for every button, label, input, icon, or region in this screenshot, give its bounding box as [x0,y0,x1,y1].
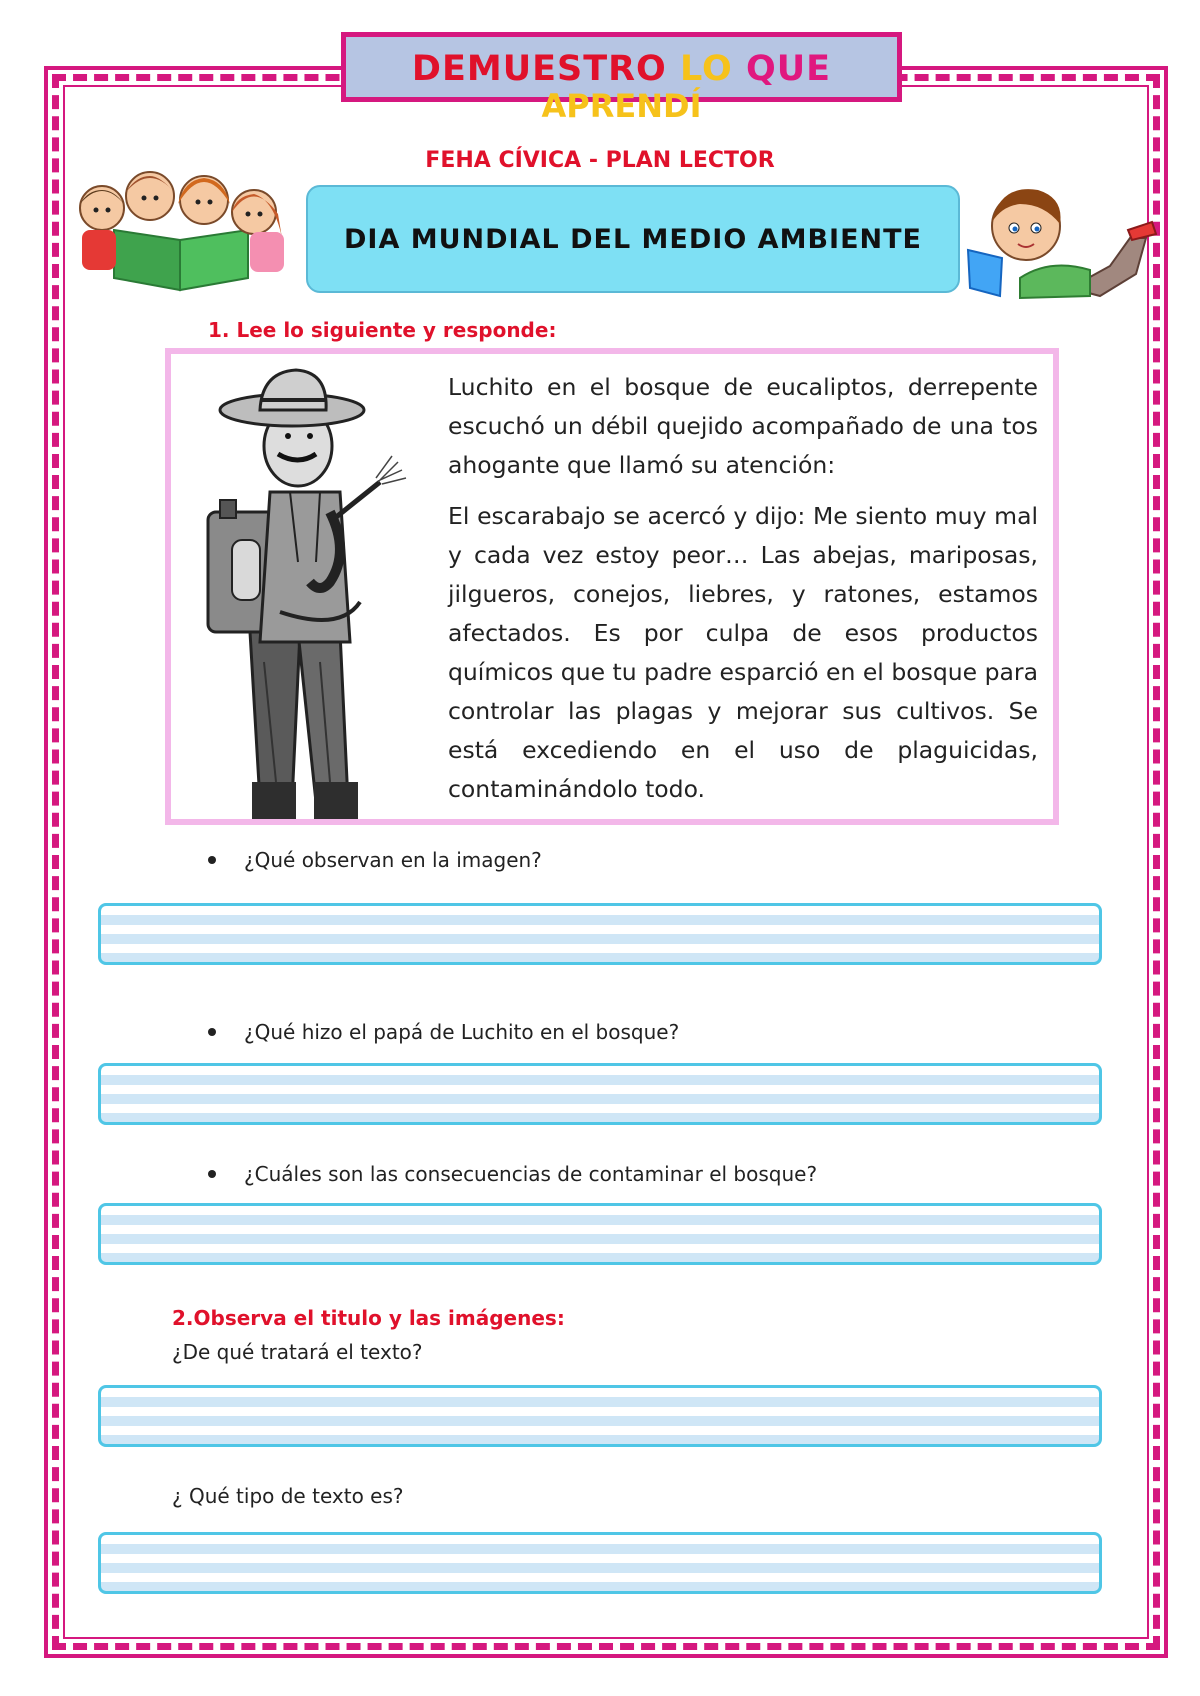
children-reading-book-icon [64,160,296,295]
question-item [208,848,542,872]
reading-text [448,368,1038,821]
answer-field[interactable] [98,1203,1102,1265]
question-item [208,1020,679,1044]
question-text: ¿Cuáles son las consecuencias de contaminar el bosque? [244,1162,818,1186]
banner-word-3: QUE [746,49,832,89]
boy-lying-reading-icon [960,178,1160,308]
section1-heading: 1. Lee lo siguiente y responde: [208,318,557,342]
reading-paragraph: El escarabajo se acercó y dijo: Me siento muy mal y cada vez estoy peor… Las abejas, mariposas, jilgueros, conejos, liebres, y ratones, estamos afectados. Es por culpa de esos productos químicos que tu padre esparció en el bosque para controlar las plagas y mejorar sus cultivos. Se está excediendo en el uso de plaguicidas, contaminándolo todo. [448,502,1038,803]
reading-paragraph: Luchito en el bosque de eucaliptos, derrepente escuchó un débil quejido acompañado de una tos ahogante que llamó su atención: [448,373,1038,479]
question-text: ¿Qué observan en la imagen? [244,848,542,872]
page-title: DIA MUNDIAL DEL MEDIO AMBIENTE [344,223,922,255]
bullet-icon [208,856,216,864]
section2-heading: 2.Observa el titulo y las imágenes: [172,1306,565,1330]
banner-word-2: LO [680,49,733,89]
question-item [208,1162,817,1186]
banner-word-1: DEMUESTRO [411,49,667,89]
farmer-spraying-pesticide-icon [180,362,410,819]
bullet-icon [208,1028,216,1036]
answer-field[interactable] [98,1532,1102,1594]
subtitle: FEHA CÍVICA - PLAN LECTOR [425,148,775,173]
banner-title [346,49,897,89]
answer-field[interactable] [98,1063,1102,1125]
question-text: ¿ Qué tipo de texto es? [172,1484,404,1508]
bullet-icon [208,1170,216,1178]
answer-field[interactable] [98,1385,1102,1447]
question-text: ¿Qué hizo el papá de Luchito en el bosque? [244,1020,680,1044]
answer-field[interactable] [98,903,1102,965]
banner-line2: APRENDÍ [541,87,702,125]
title-box [306,185,960,293]
question-text: ¿De qué tratará el texto? [172,1340,423,1364]
